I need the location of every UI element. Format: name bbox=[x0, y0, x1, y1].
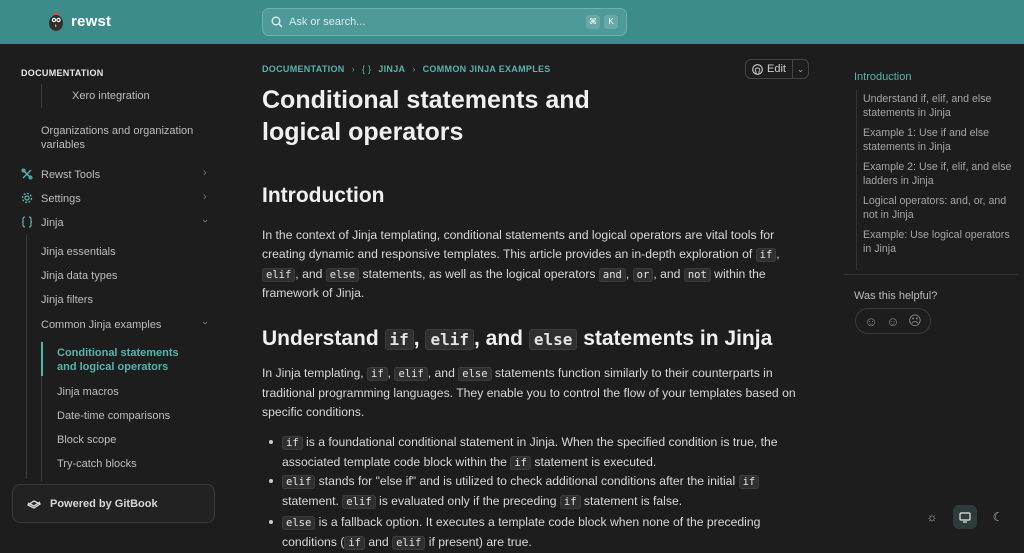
text: , and bbox=[427, 366, 459, 380]
active-indicator bbox=[41, 342, 43, 376]
brand-logo[interactable] bbox=[47, 9, 111, 33]
inline-code: not bbox=[684, 268, 711, 282]
text: In the context of Jinja templating, conditional statements and logical operators are vital tools for creating dynamic and responsive templates. This article provides an in-depth exploration of bbox=[262, 228, 775, 261]
tools-icon bbox=[21, 168, 33, 180]
sidebar-item-xero[interactable]: Xero integration bbox=[72, 90, 150, 102]
sidebar-item-jinja-filters[interactable]: Jinja filters bbox=[41, 294, 93, 306]
page-title: Conditional statements and logical operators bbox=[262, 86, 590, 146]
monitor-icon[interactable] bbox=[953, 505, 977, 529]
sidebar-item-date-time-comparisons[interactable]: Date-time comparisons bbox=[57, 410, 171, 422]
inline-code: if bbox=[282, 436, 303, 450]
text: statement is executed. bbox=[530, 454, 657, 469]
gitbook-icon bbox=[27, 498, 41, 510]
edit-label: Edit bbox=[767, 63, 786, 75]
braces-icon bbox=[21, 216, 33, 228]
text: statement is false. bbox=[580, 493, 683, 508]
neutral-face-icon[interactable]: ☺ bbox=[886, 313, 900, 329]
main-content bbox=[262, 44, 810, 549]
inline-code: elif bbox=[262, 268, 295, 282]
inline-code: if bbox=[510, 456, 531, 470]
gear-icon bbox=[21, 192, 33, 204]
chevron-right-icon: › bbox=[412, 64, 416, 74]
breadcrumb bbox=[262, 64, 551, 74]
inline-code: else bbox=[529, 329, 578, 350]
bullet bbox=[269, 479, 273, 483]
toc-item-example-logical[interactable]: Example: Use logical operators in Jinja bbox=[863, 229, 1010, 256]
text: , and bbox=[295, 266, 326, 281]
sidebar-item-jinja-macros[interactable]: Jinja macros bbox=[57, 386, 119, 398]
inline-code: and bbox=[599, 268, 626, 282]
divider bbox=[844, 274, 1018, 275]
inline-code: elif bbox=[392, 536, 425, 550]
intro-paragraph bbox=[262, 226, 810, 303]
inline-code: elif bbox=[394, 367, 427, 381]
text: within the framework of Jinja. bbox=[262, 266, 766, 301]
list-item bbox=[282, 433, 810, 473]
powered-label: Powered by GitBook bbox=[50, 497, 158, 510]
toc-item-example-1[interactable]: Example 1: Use if and else statements in Jinja bbox=[863, 127, 990, 154]
sidebar-item-jinja-data-types[interactable]: Jinja data types bbox=[41, 270, 118, 282]
edit-button-group bbox=[745, 59, 809, 79]
text: , bbox=[625, 266, 633, 281]
sidebar-item-settings[interactable]: Settings bbox=[41, 193, 81, 205]
text: , and bbox=[653, 266, 684, 281]
feedback-rating bbox=[855, 308, 931, 334]
chevron-right-icon[interactable]: › bbox=[203, 167, 207, 179]
inline-code: if bbox=[344, 536, 365, 550]
shortcut-key-k: K bbox=[604, 15, 618, 29]
text: is evaluated only if the preceding bbox=[375, 493, 560, 508]
sidebar-item-try-catch-blocks[interactable]: Try-catch blocks bbox=[57, 458, 137, 470]
text: statements in Jinja bbox=[577, 327, 773, 350]
search-input[interactable] bbox=[262, 8, 627, 36]
powered-by-gitbook[interactable] bbox=[12, 484, 215, 523]
sidebar bbox=[0, 44, 232, 539]
inline-code: else bbox=[282, 516, 315, 530]
search-icon bbox=[271, 16, 283, 28]
bullet bbox=[269, 440, 273, 444]
chevron-down-icon[interactable]: ⌄ bbox=[796, 63, 805, 74]
inline-code: if bbox=[385, 329, 414, 350]
text: is a fallback option. It executes a template code block when none of the preceding conditions ( bbox=[282, 515, 761, 549]
list-item bbox=[282, 513, 810, 553]
text: Understand bbox=[262, 327, 385, 350]
sidebar-item-jinja-essentials[interactable]: Jinja essentials bbox=[41, 246, 116, 258]
sidebar-item-org-variables[interactable]: Organizations and organization variables bbox=[41, 125, 194, 151]
inline-code: else bbox=[326, 268, 359, 282]
tree-line bbox=[26, 234, 27, 479]
helpful-prompt: Was this helpful? bbox=[854, 290, 938, 302]
rewst-logo-icon bbox=[47, 9, 65, 33]
chevron-right-icon: › bbox=[351, 64, 355, 74]
bullet bbox=[269, 520, 273, 524]
section-heading-understand bbox=[262, 327, 772, 351]
top-bar bbox=[0, 0, 1024, 44]
inline-code: if bbox=[367, 367, 388, 381]
table-of-contents bbox=[844, 44, 1024, 539]
sidebar-item-common-jinja-examples[interactable]: Common Jinja examples bbox=[41, 319, 162, 331]
inline-code: if bbox=[756, 248, 777, 262]
breadcrumb-documentation[interactable]: DOCUMENTATION bbox=[262, 64, 345, 74]
text: statement. bbox=[282, 493, 343, 508]
text: and bbox=[364, 534, 393, 549]
sidebar-item-block-scope[interactable]: Block scope bbox=[57, 434, 117, 446]
inline-code: if bbox=[739, 475, 760, 489]
theme-switcher bbox=[920, 505, 1010, 529]
sidebar-item-conditional-statements[interactable]: Conditional statements and logical operators bbox=[57, 347, 179, 373]
inline-code: else bbox=[458, 367, 491, 381]
inline-code: elif bbox=[342, 495, 375, 509]
sidebar-heading: DOCUMENTATION bbox=[21, 68, 104, 78]
toc-item-example-2[interactable]: Example 2: Use if, elif, and else ladders in Jinja bbox=[863, 161, 1012, 188]
section-heading-introduction: Introduction bbox=[262, 184, 385, 207]
text: if present) are true. bbox=[425, 534, 532, 549]
inline-code: elif bbox=[282, 475, 315, 489]
list-item bbox=[282, 472, 810, 512]
breadcrumb-common-jinja-examples[interactable]: COMMON JINJA EXAMPLES bbox=[422, 64, 551, 74]
inline-code: or bbox=[633, 268, 654, 282]
text: , bbox=[776, 246, 780, 261]
chevron-down-icon[interactable]: › bbox=[198, 219, 211, 223]
text: statements, as well as the logical operators bbox=[359, 266, 599, 281]
edit-button[interactable] bbox=[746, 60, 793, 78]
search-placeholder: Ask or search... bbox=[289, 16, 366, 28]
shortcut-key-cmd: ⌘ bbox=[586, 15, 600, 29]
text: stands for "else if" and is utilized to check additional conditions after the initial bbox=[315, 474, 739, 488]
section2-paragraph bbox=[262, 364, 810, 421]
inline-code: if bbox=[560, 495, 581, 509]
sidebar-item-rewst-tools[interactable]: Rewst Tools bbox=[41, 169, 101, 181]
toc-line bbox=[856, 90, 857, 270]
toc-item-logical-operators[interactable]: Logical operators: and, or, and not in Jinja bbox=[863, 195, 1007, 222]
toc-item-understand[interactable]: Understand if, elif, and else statements in Jinja bbox=[863, 93, 992, 120]
inline-code: elif bbox=[425, 329, 474, 350]
sad-face-icon[interactable]: ☹ bbox=[908, 313, 922, 328]
moon-icon[interactable]: ☾ bbox=[992, 510, 1004, 524]
chevron-down-icon[interactable]: › bbox=[198, 321, 211, 325]
tree-line bbox=[41, 84, 42, 108]
text: In Jinja templating, bbox=[262, 366, 368, 380]
breadcrumb-jinja[interactable]: JINJA bbox=[378, 64, 406, 74]
text: is a foundational conditional statement in Jinja. When the specified condition is true, the associated template code block within the bbox=[282, 435, 778, 469]
sun-icon[interactable]: ☼ bbox=[926, 510, 938, 524]
text: statements function similarly to their counterparts in traditional programming languages. They enable you to control the flow of your templates based on specific conditions. bbox=[262, 366, 796, 419]
text: , bbox=[413, 327, 426, 350]
text: , and bbox=[473, 327, 529, 350]
happy-face-icon[interactable]: ☺ bbox=[864, 313, 878, 329]
text: , bbox=[387, 366, 395, 380]
brand-name: rewst bbox=[71, 12, 112, 30]
toc-item-introduction[interactable]: Introduction bbox=[854, 71, 912, 83]
braces-icon: { } bbox=[361, 64, 372, 74]
chevron-right-icon[interactable]: › bbox=[203, 191, 207, 203]
sidebar-item-jinja[interactable]: Jinja bbox=[41, 217, 64, 229]
github-icon bbox=[752, 64, 763, 75]
